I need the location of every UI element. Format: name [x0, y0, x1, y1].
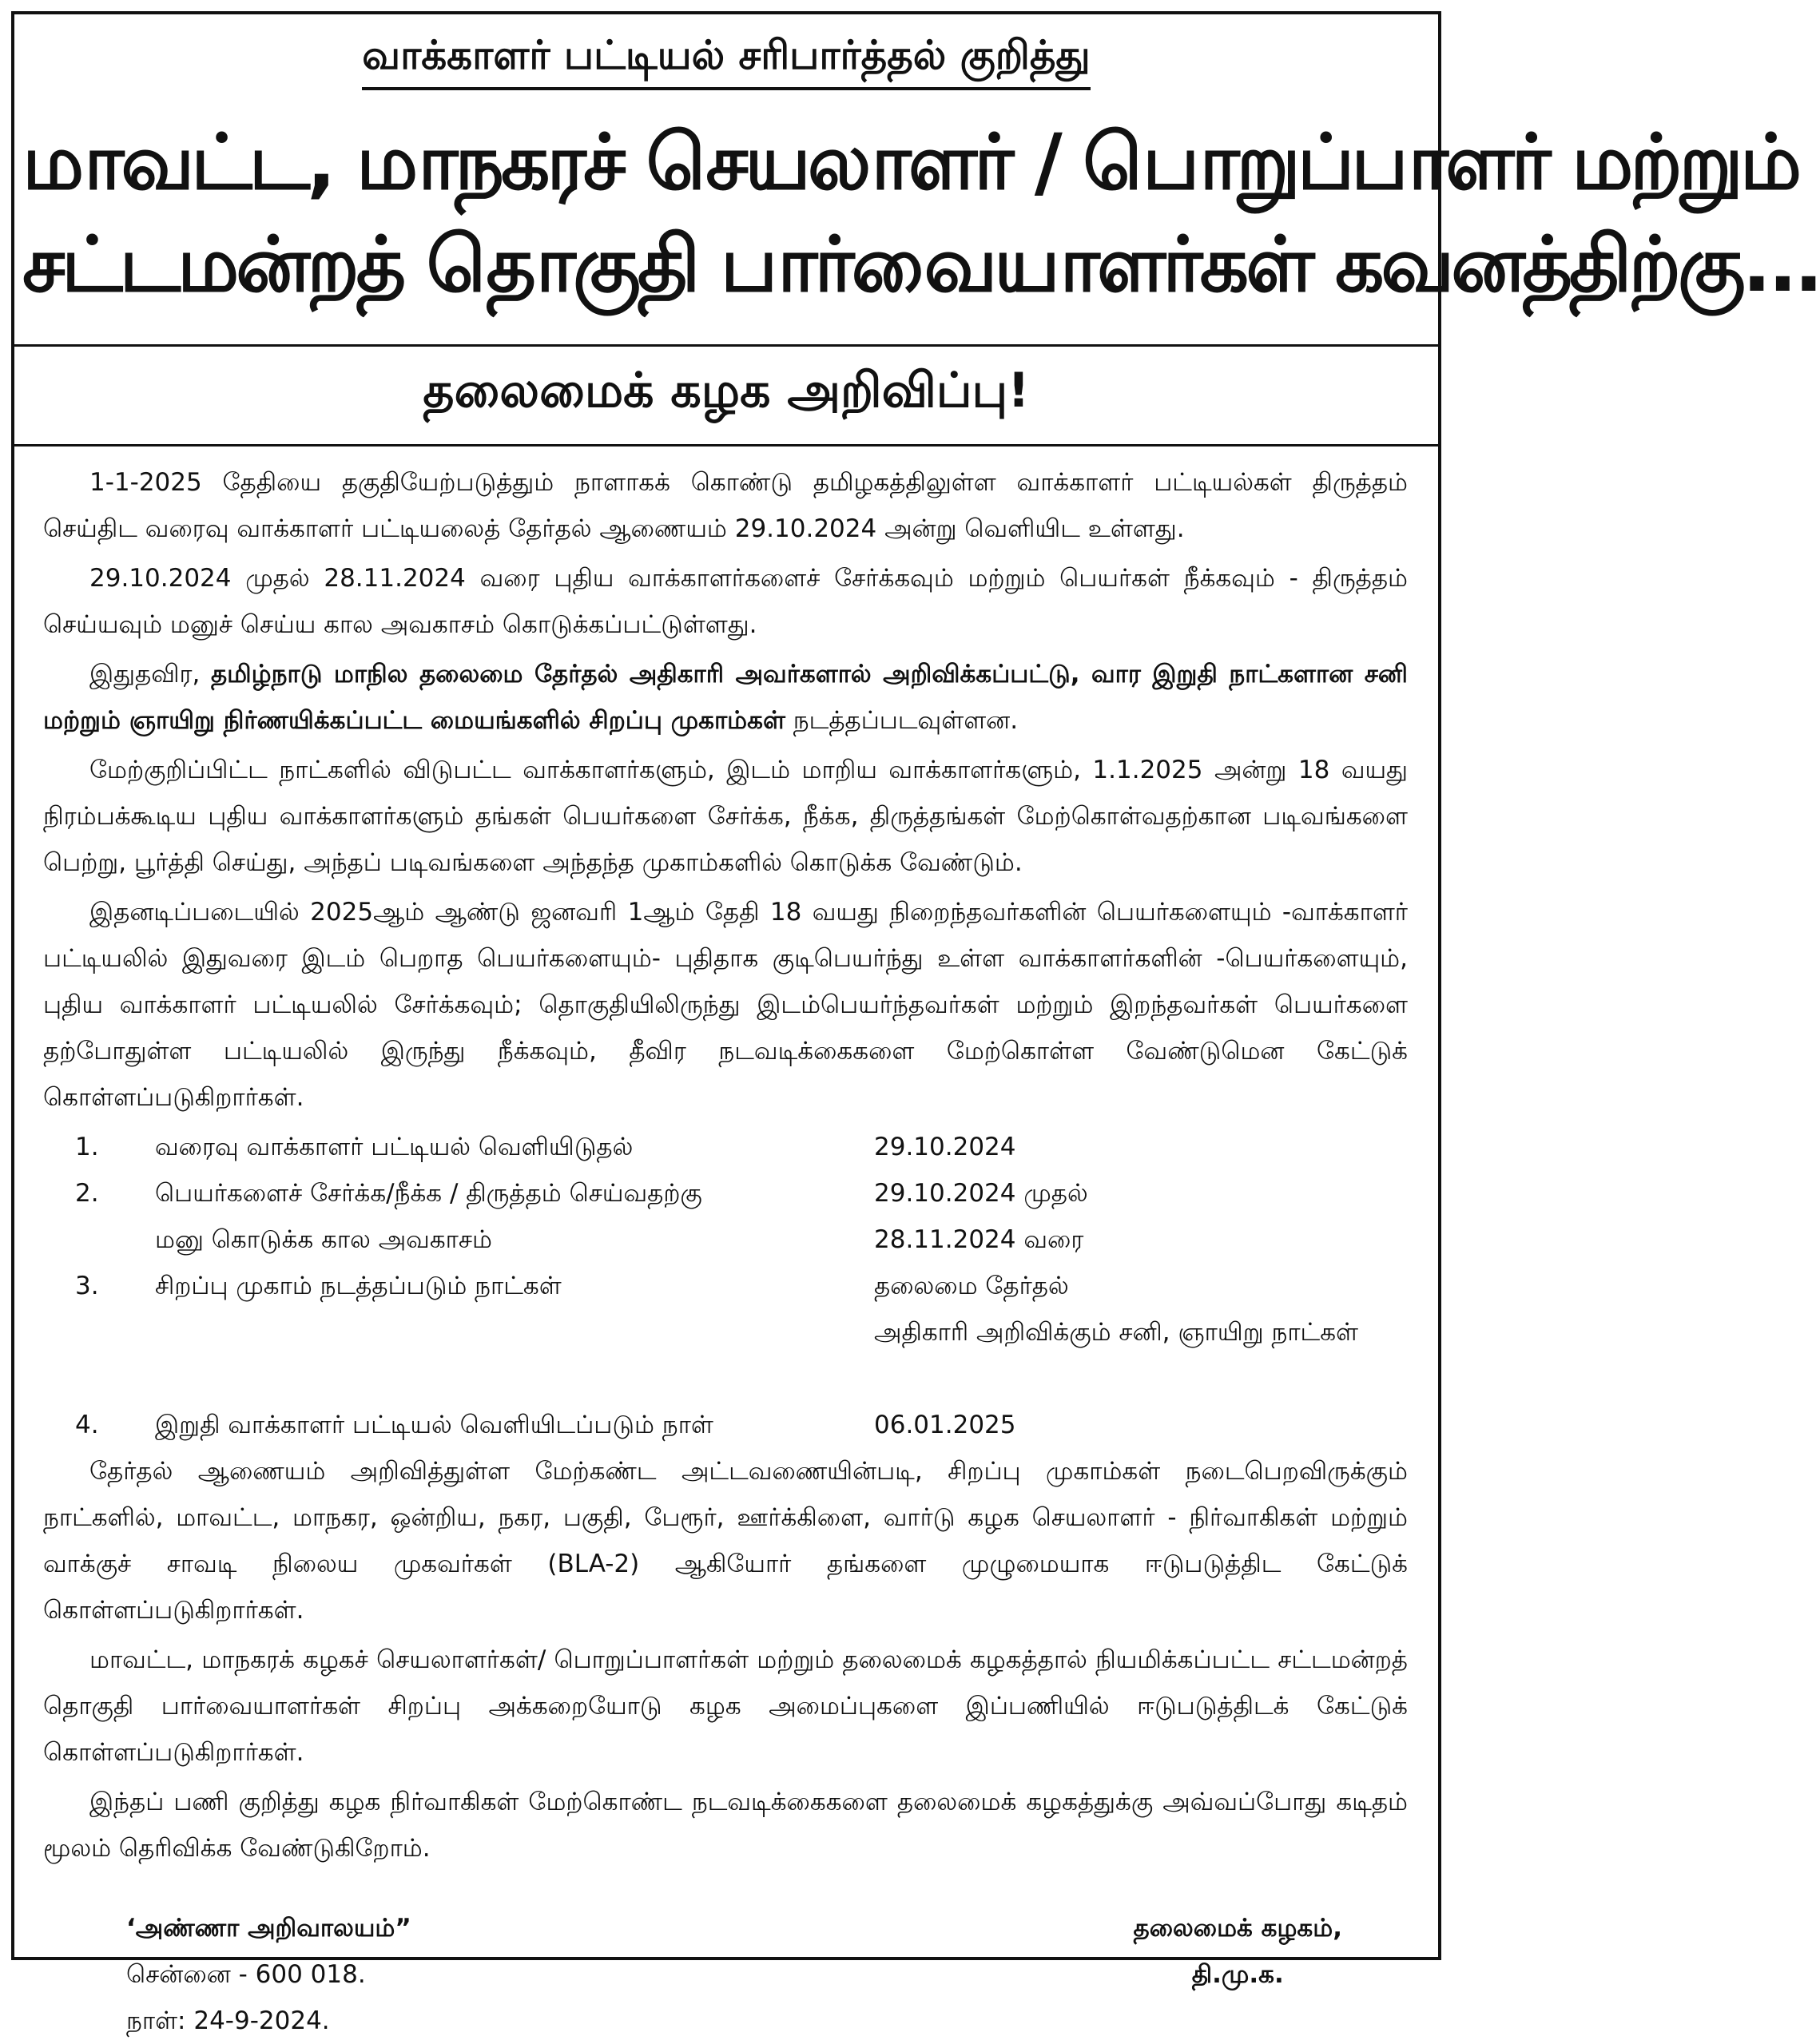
schedule-value: 29.10.2024 முதல் [874, 1179, 1088, 1208]
schedule-value: அதிகாரி அறிவிக்கும் சனி, ஞாயிறு நாட்கள் [874, 1318, 1359, 1347]
schedule-value: 28.11.2024 வரை [874, 1225, 1084, 1254]
schedule-num [75, 1216, 155, 1263]
schedule-row [75, 1309, 1358, 1355]
signature-left [126, 1905, 411, 2044]
signature-place [126, 1905, 411, 1951]
schedule-num: 1. [75, 1133, 99, 1161]
schedule-label: மனு கொடுக்க கால அவகாசம் [155, 1225, 492, 1254]
paragraph-3 [43, 651, 1408, 744]
header-title-line1: மாவட்ட, மாநகரச் செயலாளர் / பொறுப்பாளர் மற்றும் [22, 117, 1799, 207]
schedule-row [75, 1170, 1358, 1216]
schedule-num [75, 1309, 155, 1355]
schedule-label: சிறப்பு முகாம் நடத்தப்படும் நாட்கள் [155, 1272, 562, 1300]
paragraph-1: 1-1-2025 தேதியை தகுதியேற்படுத்தும் நாளாகக் கொண்டு தமிழகத்திலுள்ள வாக்காளர் பட்டியல்கள் திருத்தம் செய்திட வரைவு வாக்காளர் பட்டியலைத் தேர்தல் ஆணையம் 29.10.2024 அன்று வெளியிட உள்ளது. [43, 468, 1408, 543]
schedule-label [155, 1309, 874, 1355]
notice-frame [11, 11, 1820, 2035]
schedule-num: 4. [75, 1411, 99, 1439]
schedule-spacer [75, 1355, 1358, 1402]
signature-city: சென்னை - 600 018. [126, 1960, 366, 1989]
schedule-value: 06.01.2025 [874, 1411, 1016, 1439]
notice-subtitle: தலைமைக் கழக அறிவிப்பு! [14, 347, 1438, 447]
schedule-value: தலைமை தேர்தல் [874, 1272, 1069, 1300]
schedule-table [75, 1124, 1358, 1448]
signature-block [14, 1875, 1438, 2044]
schedule-value: 29.10.2024 [874, 1133, 1016, 1161]
header-kicker: வாக்காளர் பட்டியல் சரிபார்த்தல் குறித்து [362, 32, 1091, 90]
notice-body [14, 447, 1438, 1871]
schedule-row [75, 1216, 1358, 1263]
paragraph-8: இந்தப் பணி குறித்து கழக நிர்வாகிகள் மேற்கொண்ட நடவடிக்கைகளை தலைமைக் கழகத்துக்கு அவ்வப்போது கடிதம் மூலம் தெரிவிக்க வேண்டுகிறோம். [43, 1788, 1408, 1863]
schedule-num: 3. [75, 1272, 99, 1300]
schedule-row [75, 1124, 1358, 1170]
paragraph-7: மாவட்ட, மாநகரக் கழகச் செயலாளர்கள்/ பொறுப்பாளர்கள் மற்றும் தலைமைக் கழகத்தால் நியமிக்கப்பட்ட சட்டமன்றத் தொகுதி பார்வையாளர்கள் சிறப்பு அக்கறையோடு கழக அமைப்புகளை இப்பணியில் ஈடுபடுத்திடக் கேட்டுக் கொள்ளப்படுகிறார்கள். [43, 1645, 1408, 1767]
paragraph-5: இதனடிப்படையில் 2025ஆம் ஆண்டு ஜனவரி 1ஆம் தேதி 18 வயது நிறைந்தவர்களின் பெயர்களையும் -வாக்காளர் பட்டியலில் இதுவரை இடம் பெறாத பெயர்களையும்- புதிதாக குடிபெயர்ந்து உள்ள வாக்காளர்களின் -பெயர்களையும், புதிய வாக்காளர் பட்டியலில் சேர்க்கவும்; தொகுதியிலிருந்து இடம்பெயர்ந்தவர்கள் மற்றும் இறந்தவர்கள் பெயர்களை தற்போதுள்ள பட்டியலில் இருந்து நீக்கவும், தீவிர நடவடிக்கைகளை மேற்கொள்ள வேண்டுமென கேட்டுக் கொள்ளப்படுகிறார்கள். [43, 898, 1408, 1112]
signature-place-text: ‘அண்ணா அறிவாலயம்” [126, 1914, 411, 1943]
signature-party: தி.மு.க. [1191, 1960, 1284, 1989]
paragraph-6: தேர்தல் ஆணையம் அறிவித்துள்ள மேற்கண்ட அட்டவணையின்படி, சிறப்பு முகாம்கள் நடைபெறவிருக்கும் நாட்களில், மாவட்ட, மாநகர, ஒன்றிய, நகர, பகுதி, பேரூர், ஊர்க்கிளை, வார்டு கழக செயலாளர் - நிர்வாகிகள் மற்றும் வாக்குச் சாவடி நிலைய முகவர்கள் (BLA-2) ஆகியோர் தங்களை முழுமையாக ஈடுபடுத்திட கேட்டுக் கொள்ளப்படுகிறார்கள். [43, 1457, 1408, 1625]
schedule-label: பெயர்களைச் சேர்க்க/நீக்க / திருத்தம் செய்வதற்கு [155, 1179, 702, 1208]
signature-right [1134, 1905, 1343, 2044]
schedule-label: வரைவு வாக்காளர் பட்டியல் வெளியிடுதல் [155, 1133, 634, 1161]
paragraph-3-bold: தமிழ்நாடு மாநில தலைமை தேர்தல் அதிகாரி அவர்களால் அறிவிக்கப்பட்டு, வார இறுதி நாட்களான சனி மற்றும் ஞாயிறு நிர்ணயிக்கப்பட்ட மையங்களில் சிறப்பு முகாம்கள் [43, 660, 1408, 735]
paragraph-2: 29.10.2024 முதல் 28.11.2024 வரை புதிய வாக்காளர்களைச் சேர்க்கவும் மற்றும் பெயர்கள் நீக்கவும் - திருத்தம் செய்யவும் மனுச் செய்ய கால அவகாசம் கொடுக்கப்பட்டுள்ளது. [43, 564, 1408, 639]
notice-header [14, 14, 1820, 347]
schedule-num: 2. [75, 1179, 99, 1208]
paragraph-3-start: இதுதவிர, [89, 660, 211, 689]
signature-org: தலைமைக் கழகம், [1133, 1914, 1342, 1943]
header-title-line2: சட்டமன்றத் தொகுதி பார்வையாளர்கள் கவனத்திற்கு... [22, 220, 1820, 309]
schedule-label: இறுதி வாக்காளர் பட்டியல் வெளியிடப்படும் நாள் [155, 1411, 713, 1439]
schedule-row [75, 1402, 1358, 1448]
paragraph-4: மேற்குறிப்பிட்ட நாட்களில் விடுபட்ட வாக்காளர்களும், இடம் மாறிய வாக்காளர்களும், 1.1.2025 அன்று 18 வயது நிரம்பக்கூடிய புதிய வாக்காளர்களும் தங்கள் பெயர்களை சேர்க்க, நீக்க, திருத்தங்கள் மேற்கொள்வதற்கான படிவங்களை பெற்று, பூர்த்தி செய்து, அந்தப் படிவங்களை அந்தந்த முகாம்களில் கொடுக்க வேண்டும். [43, 756, 1408, 877]
signature-date: நாள்: 24-9-2024. [126, 2006, 330, 2035]
schedule-row [75, 1263, 1358, 1309]
paragraph-3-end: நடத்தப்படவுள்ளன. [785, 706, 1019, 735]
